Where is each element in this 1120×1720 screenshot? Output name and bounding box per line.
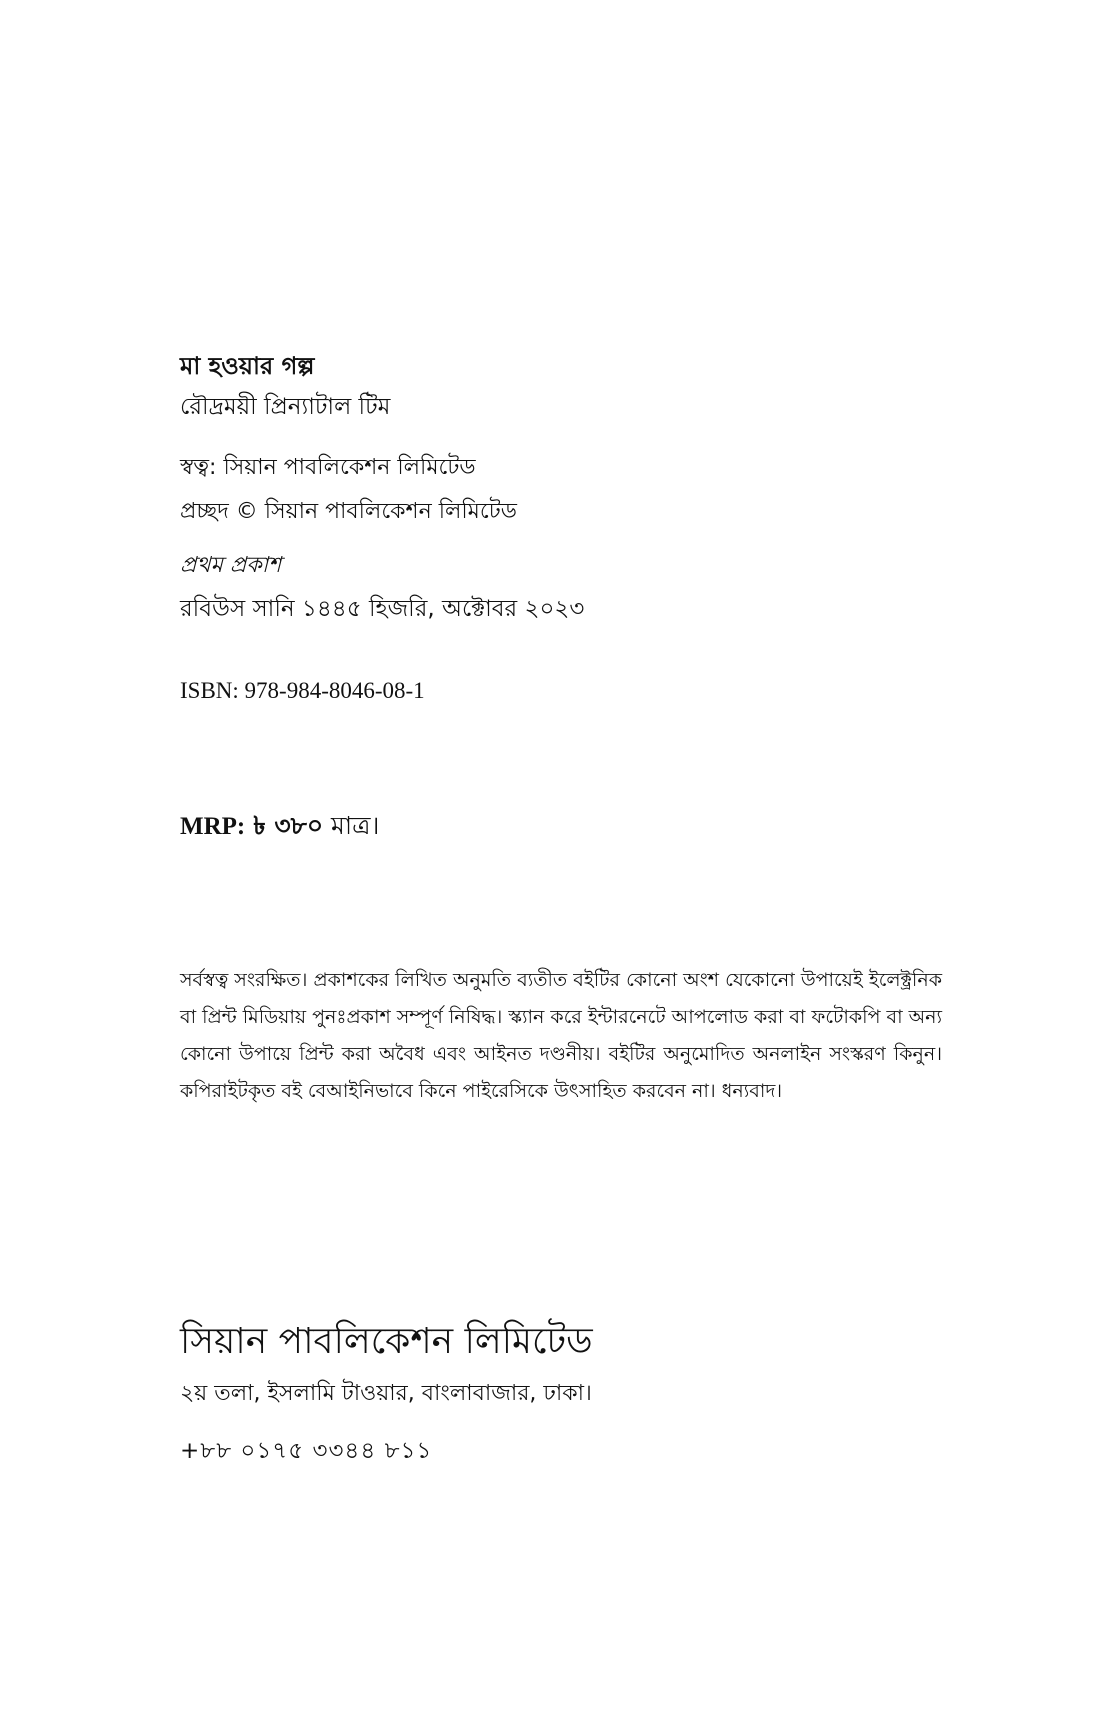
price-line	[180, 806, 380, 849]
book-title: মা হওয়ার গল্প	[180, 352, 315, 380]
first-publication-date: রবিউস সানি ১৪৪৫ হিজরি, অক্টোবর ২০২৩	[180, 596, 585, 622]
price-suffix: মাত্র।	[331, 811, 380, 840]
isbn: ISBN: 978-984-8046-08-1	[180, 678, 425, 703]
publisher-name: সিয়ান পাবলিকেশন লিমিটেড	[180, 1321, 593, 1362]
cover-credit: প্রচ্ছদ © সিয়ান পাবলিকেশন লিমিটেড	[180, 499, 517, 524]
copyright-line: স্বত্ব: সিয়ান পাবলিকেশন লিমিটেড	[180, 455, 476, 480]
first-publication-label: প্রথম প্রকাশ	[180, 553, 282, 578]
price-label: MRP:	[180, 813, 246, 840]
price-amount: ৳ ৩৮০	[253, 811, 324, 840]
book-author: রৌদ্রময়ী প্রিন্যাটাল টিম	[180, 394, 391, 420]
rights-notice: সর্বস্বত্ব সংরক্ষিত। প্রকাশকের লিখিত অনুমতি ব্যতীত বইটির কোনো অংশ যেকোনো উপায়েই ইলেক্ট্রনিক বা প্রিন্ট মিডিয়ায় পুনঃপ্রকাশ সম্পূর্ণ নিষিদ্ধ। স্ক্যান করে ইন্টারনেটে আপলোড করা বা ফটোকপি বা অন্য কোনো উপায়ে প্রিন্ট করা অবৈধ এবং আইনত দণ্ডনীয়। বইটির অনুমোদিত অনলাইন সংস্করণ কিনুন। কপিরাইটকৃত বই বেআইনিভাবে কিনে পাইরেসিকে উৎসাহিত করবেন না। ধন্যবাদ।	[180, 969, 942, 1102]
publisher-address: ২য় তলা, ইসলামি টাওয়ার, বাংলাবাজার, ঢাকা।	[180, 1381, 592, 1406]
publisher-phone: +৮৮ ০১৭৫ ৩৩৪৪ ৮১১	[180, 1438, 433, 1464]
